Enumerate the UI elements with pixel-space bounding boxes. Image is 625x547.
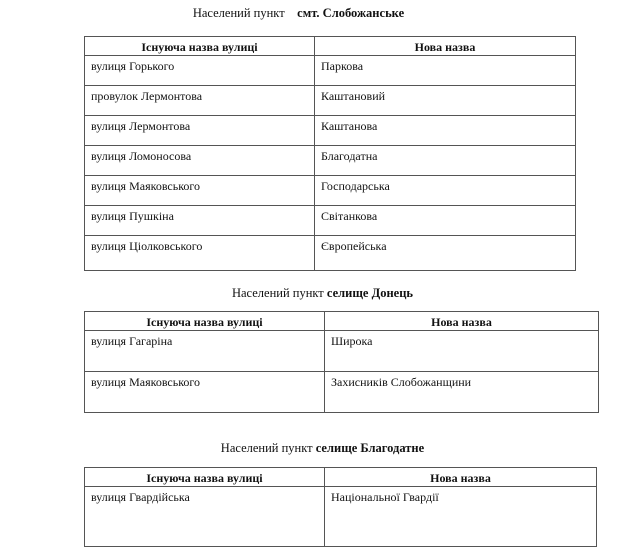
- heading-prefix: Населений пункт: [220, 441, 316, 455]
- new-street-name: Світанкова: [315, 206, 576, 236]
- existing-street-name: вулиця Ціолковського: [85, 236, 315, 271]
- heading-prefix: Населений пункт: [192, 6, 298, 20]
- table-row: [85, 116, 576, 146]
- streets-table-blahodatne: [84, 467, 597, 547]
- existing-street-name: вулиця Пушкіна: [85, 206, 315, 236]
- new-street-name: Благодатна: [315, 146, 576, 176]
- new-street-name: Каштанова: [315, 116, 576, 146]
- section-heading-slobozhanske: [0, 6, 611, 21]
- column-header-existing-name: Існуюча назва вулиці: [85, 37, 315, 56]
- table-row: [85, 236, 576, 271]
- existing-street-name: вулиця Маяковського: [85, 372, 325, 413]
- new-street-name: Захисників Слобожанщини: [325, 372, 599, 413]
- table-row: [85, 146, 576, 176]
- new-street-name: Широка: [325, 331, 599, 372]
- existing-street-name: вулиця Ломоносова: [85, 146, 315, 176]
- section-heading-blahodatne: [10, 441, 625, 456]
- existing-street-name: провулок Лермонтова: [85, 86, 315, 116]
- heading-prefix: Населений пункт: [231, 286, 327, 300]
- table-row: [85, 331, 599, 372]
- new-street-name: Національної Гвардії: [325, 487, 597, 547]
- settlement-name: смт. Слобожанське: [297, 6, 405, 20]
- existing-street-name: вулиця Гагаріна: [85, 331, 325, 372]
- section-heading-donets: [10, 286, 625, 301]
- column-header-new-name: Нова назва: [325, 312, 599, 331]
- streets-table-slobozhanske: [84, 36, 576, 271]
- table-row: [85, 206, 576, 236]
- table-header-row: [85, 312, 599, 331]
- column-header-existing-name: Існуюча назва вулиці: [85, 468, 325, 487]
- new-street-name: Європейська: [315, 236, 576, 271]
- column-header-new-name: Нова назва: [315, 37, 576, 56]
- existing-street-name: вулиця Лермонтова: [85, 116, 315, 146]
- table-row: [85, 176, 576, 206]
- table-header-row: [85, 37, 576, 56]
- table-row: [85, 56, 576, 86]
- new-street-name: Каштановий: [315, 86, 576, 116]
- settlement-name: селище Благодатне: [315, 441, 425, 455]
- column-header-new-name: Нова назва: [325, 468, 597, 487]
- column-header-existing-name: Існуюча назва вулиці: [85, 312, 325, 331]
- streets-table-donets: [84, 311, 599, 413]
- new-street-name: Паркова: [315, 56, 576, 86]
- new-street-name: Господарська: [315, 176, 576, 206]
- table-row: [85, 487, 597, 547]
- table-header-row: [85, 468, 597, 487]
- settlement-name: селище Донець: [326, 286, 414, 300]
- existing-street-name: вулиця Гвардійська: [85, 487, 325, 547]
- existing-street-name: вулиця Маяковського: [85, 176, 315, 206]
- existing-street-name: вулиця Горького: [85, 56, 315, 86]
- table-row: [85, 86, 576, 116]
- table-row: [85, 372, 599, 413]
